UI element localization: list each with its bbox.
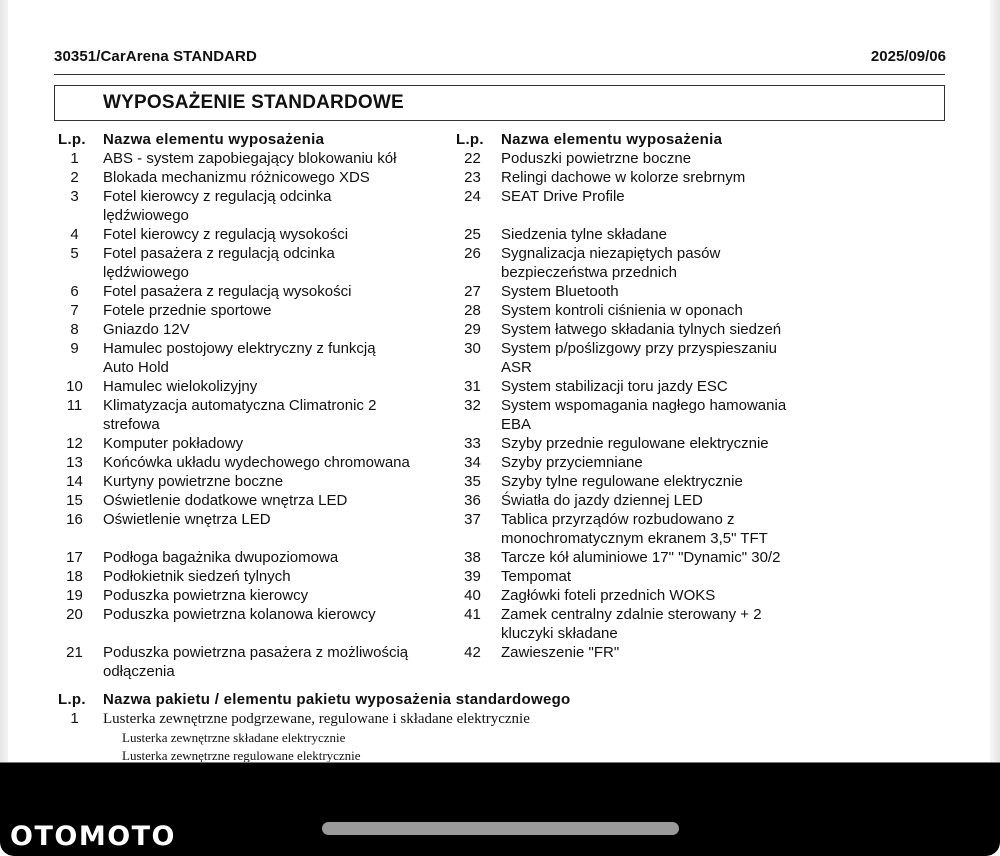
item-name: Fotel pasażera z regulacją odcinka <box>103 245 335 262</box>
item-name: Gniazdo 12V <box>103 321 190 338</box>
item-number <box>58 263 103 282</box>
package-number: 1 <box>70 710 79 727</box>
equipment-item <box>58 282 448 301</box>
name-header: Nazwa elementu wyposażenia <box>501 131 723 148</box>
item-name: Szyby przednie regulowane elektrycznie <box>501 435 769 452</box>
item-number: 19 <box>66 587 83 604</box>
lp-header: L.p. <box>58 131 86 148</box>
item-name: System łatwego składania tylnych siedzeń <box>501 321 782 338</box>
item-name: Zawieszenie "FR" <box>501 644 620 661</box>
equipment-item <box>456 377 856 396</box>
equipment-item-continuation <box>456 358 856 377</box>
item-number: 13 <box>66 454 83 471</box>
header-divider <box>54 74 945 75</box>
item-name <box>501 206 856 225</box>
page-title: WYPOSAŻENIE STANDARDOWE <box>103 92 404 113</box>
item-number: 6 <box>70 283 79 300</box>
item-number: 40 <box>464 587 481 604</box>
equipment-item <box>58 567 448 586</box>
app-footer-bar <box>0 762 1000 856</box>
equipment-list-left <box>58 130 448 681</box>
item-name: Poduszki powietrzne boczne <box>501 150 692 167</box>
package-header <box>58 690 938 709</box>
equipment-item <box>58 149 448 168</box>
item-name: Zamek centralny zdalnie sterowany + 2 <box>501 606 762 623</box>
item-name: ABS - system zapobiegający blokowaniu kół <box>103 150 397 167</box>
item-name: lędźwiowego <box>103 207 189 224</box>
item-number: 17 <box>66 549 83 566</box>
item-number: 34 <box>464 454 481 471</box>
item-name: Oświetlenie dodatkowe wnętrza LED <box>103 492 348 509</box>
item-number <box>58 358 103 377</box>
item-name: Podłokietnik siedzeń tylnych <box>103 568 291 585</box>
item-number: 23 <box>464 169 481 186</box>
item-number: 12 <box>66 435 83 452</box>
item-number: 24 <box>464 188 481 205</box>
equipment-item-continuation <box>58 624 448 643</box>
item-name: Auto Hold <box>103 359 169 376</box>
item-number: 36 <box>464 492 481 509</box>
item-name: Kurtyny powietrzne boczne <box>103 473 284 490</box>
item-number: 8 <box>70 321 79 338</box>
item-number: 35 <box>464 473 481 490</box>
item-number: 20 <box>66 606 83 623</box>
item-name: Oświetlenie wnętrza LED <box>103 511 271 528</box>
item-number: 14 <box>66 473 83 490</box>
item-name: Szyby tylne regulowane elektrycznie <box>501 473 743 490</box>
equipment-item <box>456 168 856 187</box>
equipment-item <box>456 320 856 339</box>
equipment-item <box>456 491 856 510</box>
item-number: 33 <box>464 435 481 452</box>
equipment-item <box>58 510 448 529</box>
equipment-item <box>58 605 448 624</box>
equipment-item <box>58 187 448 206</box>
item-number <box>456 415 501 434</box>
item-name: Hamulec postojowy elektryczny z funkcją <box>103 340 376 357</box>
item-name: Poduszka powietrzna kierowcy <box>103 587 309 604</box>
equipment-item <box>456 187 856 206</box>
item-name: Komputer pokładowy <box>103 435 244 452</box>
item-name: System kontroli ciśnienia w oponach <box>501 302 743 319</box>
item-number: 38 <box>464 549 481 566</box>
equipment-item <box>58 244 448 263</box>
item-name: SEAT Drive Profile <box>501 188 625 205</box>
item-name: Zagłówki foteli przednich WOKS <box>501 587 716 604</box>
page-gutter-right <box>990 0 1000 762</box>
equipment-item <box>456 244 856 263</box>
item-name: odłączenia <box>103 663 175 680</box>
lp-header: L.p. <box>58 691 86 708</box>
equipment-item <box>456 396 856 415</box>
item-name <box>103 529 448 548</box>
item-name: System Bluetooth <box>501 283 619 300</box>
equipment-item <box>456 434 856 453</box>
item-number: 39 <box>464 568 481 585</box>
equipment-item <box>58 168 448 187</box>
item-number: 4 <box>70 226 79 243</box>
equipment-item <box>456 586 856 605</box>
item-number: 37 <box>464 511 481 528</box>
title-box <box>54 85 945 121</box>
equipment-item <box>58 643 448 662</box>
equipment-item-continuation <box>58 415 448 434</box>
equipment-item <box>456 282 856 301</box>
item-number <box>456 358 501 377</box>
item-name: Fotel kierowcy z regulacją wysokości <box>103 226 349 243</box>
equipment-item <box>58 396 448 415</box>
equipment-item <box>456 605 856 624</box>
name-header: Nazwa elementu wyposażenia <box>103 131 325 148</box>
equipment-item <box>58 320 448 339</box>
item-name: Klimatyzacja automatyczna Climatronic 2 <box>103 397 377 414</box>
equipment-item-continuation <box>456 624 856 643</box>
item-number: 11 <box>66 397 83 414</box>
item-number: 22 <box>464 150 481 167</box>
package-section <box>58 690 938 762</box>
item-number: 30 <box>464 340 481 357</box>
equipment-item <box>456 453 856 472</box>
item-name: Fotel kierowcy z regulacją odcinka <box>103 188 332 205</box>
item-name: System wspomagania nagłego hamowania <box>501 397 787 414</box>
item-number: 18 <box>66 568 83 585</box>
item-number: 15 <box>66 492 83 509</box>
item-number: 41 <box>464 606 481 623</box>
lp-header: L.p. <box>456 131 484 148</box>
item-name: Fotele przednie sportowe <box>103 302 272 319</box>
item-name: Relingi dachowe w kolorze srebrnym <box>501 169 746 186</box>
equipment-rows-left <box>58 149 448 681</box>
column-header <box>58 130 448 149</box>
equipment-item-continuation <box>456 263 856 282</box>
item-name: Hamulec wielokolizyjny <box>103 378 258 395</box>
item-name: Końcówka układu wydechowego chromowana <box>103 454 410 471</box>
equipment-item <box>456 510 856 529</box>
equipment-item-continuation <box>58 263 448 282</box>
item-number <box>58 529 103 548</box>
item-number: 26 <box>464 245 481 262</box>
package-row <box>58 709 938 729</box>
page-gutter-left <box>0 0 8 762</box>
item-name: Fotel pasażera z regulacją wysokości <box>103 283 352 300</box>
document-date: 2025/09/06 <box>870 48 946 65</box>
item-name: monochromatycznym ekranem 3,5" TFT <box>501 530 768 547</box>
item-number <box>58 415 103 434</box>
item-name: Poduszka powietrzna kolanowa kierowcy <box>103 606 376 623</box>
scroll-indicator[interactable] <box>322 822 679 835</box>
column-header <box>456 130 856 149</box>
equipment-item <box>58 377 448 396</box>
equipment-item <box>58 453 448 472</box>
otomoto-logo[interactable]: OTOMOTO <box>10 821 177 852</box>
item-name: ASR <box>501 359 532 376</box>
equipment-item <box>456 225 856 244</box>
equipment-item-continuation <box>58 206 448 225</box>
equipment-item-continuation <box>456 529 856 548</box>
item-number <box>456 206 501 225</box>
item-name <box>103 624 448 643</box>
equipment-item-continuation <box>58 358 448 377</box>
package-sub-item: Lusterka zewnętrzne składane elektrycznie <box>122 730 346 745</box>
equipment-item <box>58 548 448 567</box>
item-name: Blokada mechanizmu różnicowego XDS <box>103 169 370 186</box>
item-number: 9 <box>70 340 79 357</box>
item-name: strefowa <box>103 416 160 433</box>
item-number <box>58 662 103 681</box>
item-number <box>456 624 501 643</box>
document-id: 30351/CarArena STANDARD <box>54 48 257 65</box>
item-name: bezpieczeństwa przednich <box>501 264 677 281</box>
item-name: Tarcze kół aluminiowe 17" "Dynamic" 30/2 <box>501 549 781 566</box>
equipment-item <box>456 301 856 320</box>
equipment-item-continuation <box>456 206 856 225</box>
equipment-item <box>58 339 448 358</box>
item-name: lędźwiowego <box>103 264 189 281</box>
item-number: 31 <box>464 378 481 395</box>
equipment-item-continuation <box>58 662 448 681</box>
item-number: 27 <box>464 283 481 300</box>
item-name: kluczyki składane <box>501 625 618 642</box>
equipment-item <box>58 586 448 605</box>
equipment-list-right <box>456 130 856 662</box>
item-number: 3 <box>70 188 79 205</box>
item-number: 2 <box>70 169 79 186</box>
item-number: 16 <box>66 511 83 528</box>
item-number <box>58 206 103 225</box>
item-number: 1 <box>70 150 79 167</box>
equipment-item <box>58 225 448 244</box>
equipment-item-continuation <box>58 529 448 548</box>
item-number <box>456 263 501 282</box>
package-name: Lusterka zewnętrzne podgrzewane, regulowane i składane elektrycznie <box>103 711 530 727</box>
item-name: Sygnalizacja niezapiętych pasów <box>501 245 721 262</box>
item-number: 29 <box>464 321 481 338</box>
item-number: 10 <box>66 378 83 395</box>
item-name: Szyby przyciemniane <box>501 454 643 471</box>
item-name: System p/poślizgowy przy przyspieszaniu <box>501 340 777 357</box>
item-number: 32 <box>464 397 481 414</box>
item-name: Tempomat <box>501 568 572 585</box>
equipment-item <box>456 643 856 662</box>
equipment-rows-right <box>456 149 856 662</box>
item-number: 5 <box>70 245 79 262</box>
item-number <box>456 529 501 548</box>
item-number: 21 <box>66 644 83 661</box>
equipment-item-continuation <box>456 415 856 434</box>
item-name: EBA <box>501 416 532 433</box>
document-page <box>8 0 990 762</box>
item-number: 28 <box>464 302 481 319</box>
equipment-item <box>58 301 448 320</box>
package-sub-item: Lusterka zewnętrzne regulowane elektrycznie <box>122 748 361 762</box>
item-name: Siedzenia tylne składane <box>501 226 667 243</box>
item-name: Poduszka powietrzna pasażera z możliwością <box>103 644 409 661</box>
equipment-item <box>456 149 856 168</box>
equipment-item <box>456 472 856 491</box>
item-number: 7 <box>70 302 79 319</box>
item-name: Tablica przyrządów rozbudowano z <box>501 511 735 528</box>
equipment-item <box>456 567 856 586</box>
item-number: 25 <box>464 226 481 243</box>
equipment-item <box>58 491 448 510</box>
item-number: 42 <box>464 644 481 661</box>
equipment-item <box>58 472 448 491</box>
equipment-item <box>456 339 856 358</box>
equipment-item <box>456 548 856 567</box>
package-name-header: Nazwa pakietu / elementu pakietu wyposażenia standardowego <box>103 691 571 708</box>
item-number <box>58 624 103 643</box>
item-name: Światła do jazdy dziennej LED <box>501 492 703 509</box>
item-name: System stabilizacji toru jazdy ESC <box>501 378 728 395</box>
item-name: Podłoga bagażnika dwupoziomowa <box>103 549 339 566</box>
equipment-item <box>58 434 448 453</box>
